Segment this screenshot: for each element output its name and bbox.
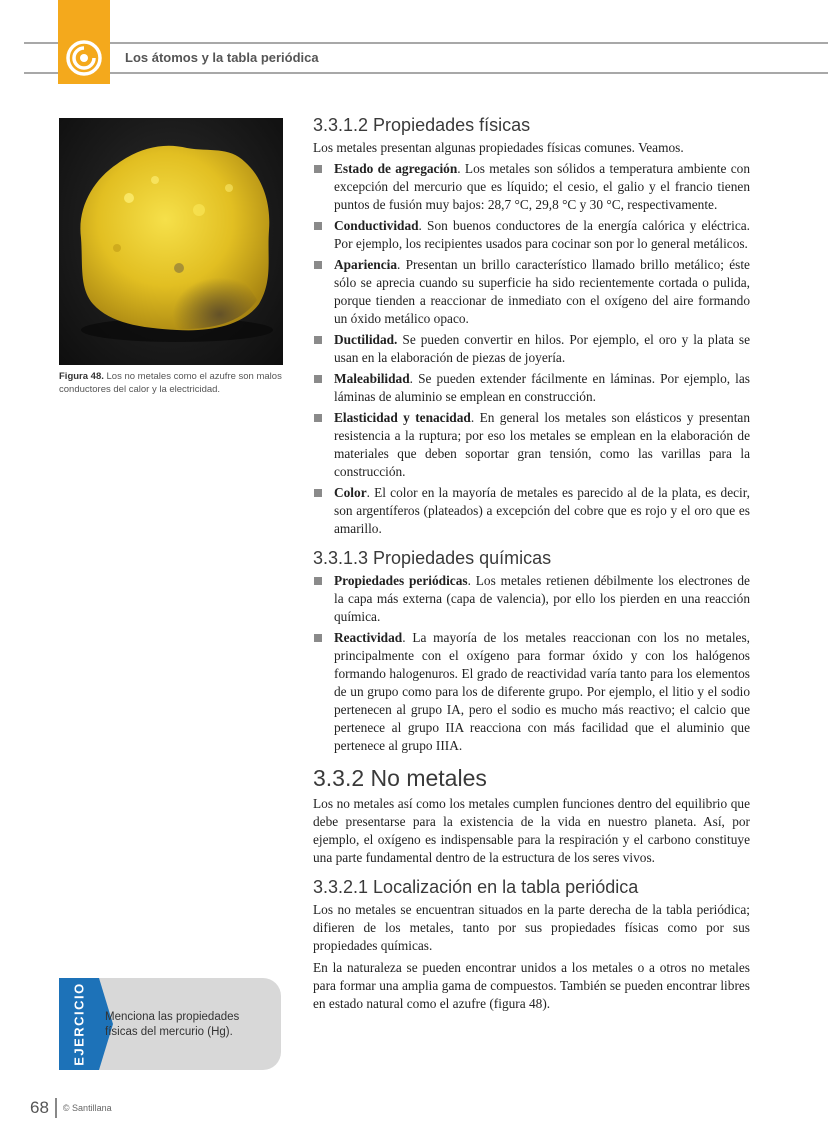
heading-propiedades-quimicas: 3.3.1.3 Propiedades químicas [313, 548, 552, 568]
item-term: Propiedades periódicas [334, 573, 468, 588]
item-text: Presentan un brillo característico llamado brillo metálico; éste sólo se aprecia cuando su superficie ha sido recientemente cortada o pulida, porque tienden a reaccionar de inmediato con el oxígeno del aire formando un óxido metálico opaco. [334, 257, 750, 326]
page-footer [30, 1096, 112, 1120]
list-item [313, 572, 750, 626]
list-item [313, 256, 750, 328]
item-sep: . [402, 630, 406, 645]
exercise-band [59, 978, 99, 1070]
main-content [313, 114, 750, 1013]
item-term: Reactividad [334, 630, 403, 645]
list-item [313, 160, 750, 214]
item-sep: . [409, 371, 413, 386]
item-term: Estado de agregación [334, 161, 458, 176]
page-number: 68 [30, 1098, 57, 1118]
item-sep: . [470, 410, 475, 425]
list-item [313, 484, 750, 538]
list-item [313, 370, 750, 406]
item-sep: . [467, 573, 471, 588]
item-text: El color en la mayoría de metales es parecido al de la plata, es decir, son argentíferos (plateados) a excepción del cobre que es rojo y el oro que es amarillo. [334, 485, 750, 536]
figure-caption-text: Los no metales como el azufre son malos conductores del calor y la electricidad. [59, 371, 282, 395]
item-term: Elasticidad y tenacidad [334, 410, 471, 425]
header-rule-bottom [24, 72, 828, 74]
localizacion-paragraph-1: Los no metales se encuentran situados en la parte derecha de la tabla periódica; difieren de los metales, tanto por sus propiedades físicas como por sus propiedades químicas. [313, 902, 750, 953]
heading-propiedades-fisicas: 3.3.1.2 Propiedades físicas [313, 115, 531, 135]
heading-localizacion: 3.3.2.1 Localización en la tabla periódica [313, 877, 639, 897]
circle-swirl-icon [66, 40, 102, 76]
header-rule-top [24, 42, 828, 44]
fisicas-intro: Los metales presentan algunas propiedades físicas comunes. Veamos. [313, 140, 684, 155]
list-item [313, 217, 750, 253]
item-text: Los metales son sólidos a temperatura ambiente con excepción del mercurio que es líquido; el cesio, el galio y el francio tienen puntos de fusión muy bajos: 28,7 °C, 29,8 °C y 30 °C, respectivamente. [334, 161, 750, 212]
item-sep: . [418, 218, 422, 233]
exercise-label: EJERCICIO [71, 982, 87, 1066]
no-metales-paragraph: Los no metales así como los metales cumplen funciones dentro del equilibrio que debe presentarse para la existencia de la vida en nuestro planeta. Así, por ejemplo, el oxígeno es indispensable para la respiración y el carbono constituye una parte fundamental dentro de la estructura de los seres vivos. [313, 796, 750, 865]
item-term: Apariencia [334, 257, 398, 272]
sulfur-mineral-photo [59, 118, 283, 365]
publisher: © Santillana [62, 1103, 112, 1113]
list-item [313, 629, 750, 755]
item-text: Los metales retienen débilmente los electrones de la capa más externa (capa de valencia), por ello los pierden en una reacción química. [334, 573, 750, 624]
item-text: En general los metales son elásticos y presentan resistencia a la ruptura; por eso los metales se emplean en la elaboración de materiales que deben soportar gran tensión, como las varillas para la construcción. [334, 410, 750, 479]
item-term: Ductilidad. [334, 332, 398, 347]
list-item [313, 409, 750, 481]
localizacion-paragraph-2: En la naturaleza se pueden encontrar unidos a los metales o a otros no metales para formar una amplia gama de compuestos. También se pueden encontrar libres en estado natural como el azufre (figura 48). [313, 960, 750, 1011]
item-text: Se pueden convertir en hilos. Por ejemplo, el oro y la plata se usan en la elaboración de piezas de joyería. [334, 332, 750, 365]
exercise-text: Menciona las propiedades físicas del mercurio (Hg). [105, 1011, 240, 1038]
item-text: Se pueden extender fácilmente en láminas. Por ejemplo, las láminas de aluminio se emplean en construcción. [334, 371, 750, 404]
fisicas-list [313, 160, 750, 538]
heading-no-metales: 3.3.2 No metales [313, 765, 487, 791]
chapter-title: Los átomos y la tabla periódica [125, 50, 319, 65]
exercise-box [59, 978, 281, 1070]
list-item [313, 331, 750, 367]
quimicas-list [313, 572, 750, 755]
item-term: Color [334, 485, 367, 500]
item-sep: . [366, 485, 370, 500]
figure-caption-label: Figura 48. [59, 371, 104, 382]
item-term: Maleabilidad [334, 371, 410, 386]
item-text: La mayoría de los metales reaccionan con los no metales, principalmente con el oxígeno para formar óxido y con los halógenos formando halogenuros. El grado de reactividad varía tanto para los elementos de un grupo como para los de diferente grupo. Por ejemplo, el litio y el sodio pertenecen al grupo IA, pero el sodio es mucho más reactivo; el calcio que pertenece al grupo IIA reacciona con más facilidad que el aluminio que pertenece al grupo IIIA. [334, 630, 750, 753]
item-term: Conductividad [334, 218, 419, 233]
item-sep: . [457, 161, 461, 176]
item-sep: . [397, 257, 401, 272]
figure-caption [59, 371, 285, 396]
item-text: Son buenos conductores de la energía calórica y eléctrica. Por ejemplo, los recipientes usados para cocinar son por lo general metálicos. [334, 218, 750, 251]
